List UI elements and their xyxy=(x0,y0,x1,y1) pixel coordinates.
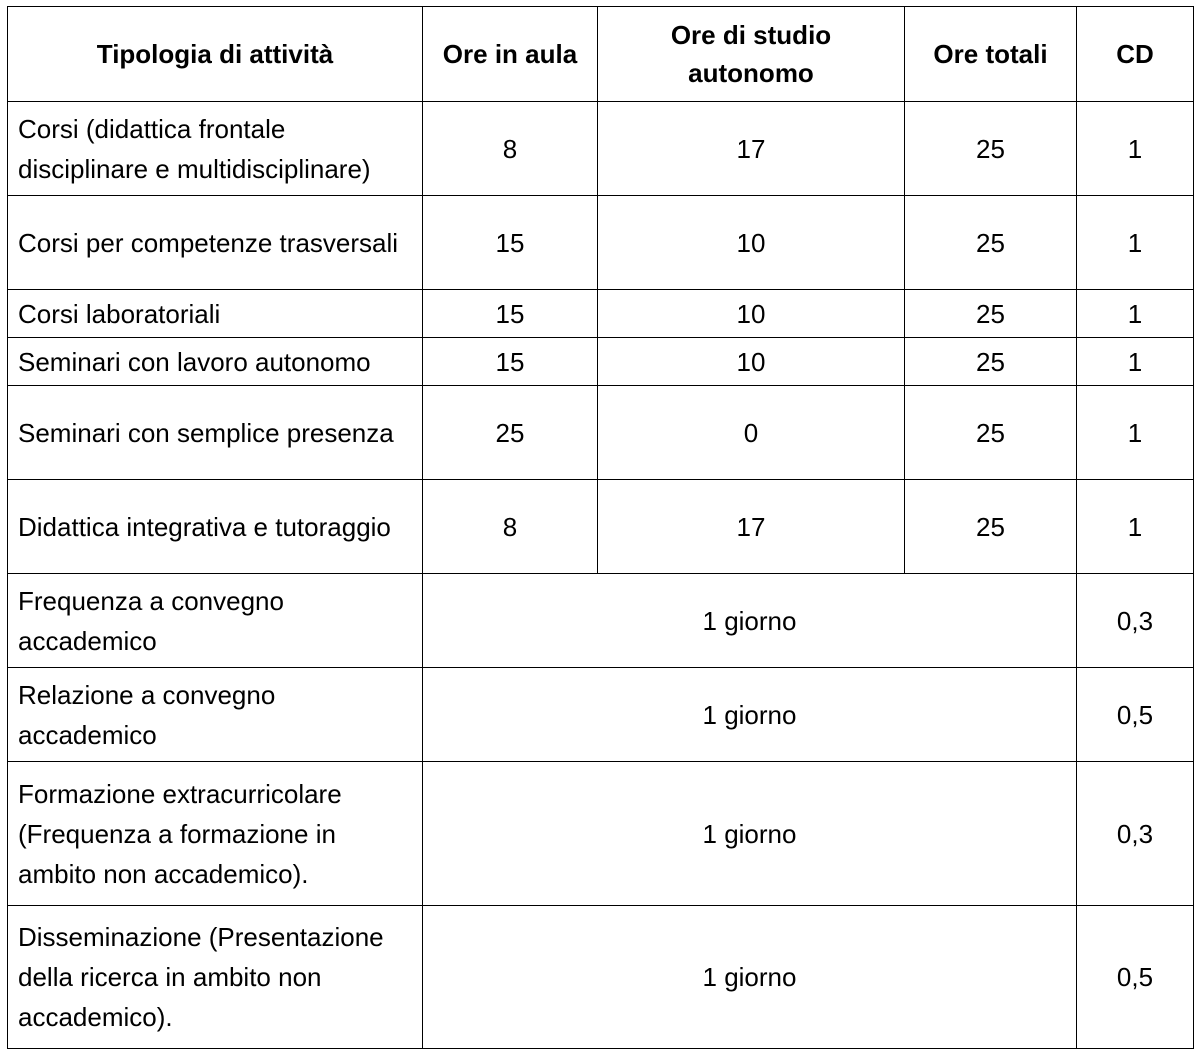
cell-study-hours: 10 xyxy=(598,338,905,386)
cell-activity-type: Didattica integrativa e tutoraggio xyxy=(8,480,423,574)
cell-cd: 0,5 xyxy=(1077,906,1194,1049)
cell-cd: 0,5 xyxy=(1077,668,1194,762)
cell-duration: 1 giorno xyxy=(423,906,1077,1049)
cell-total-hours: 25 xyxy=(905,102,1077,196)
cell-study-hours: 10 xyxy=(598,196,905,290)
header-classroom-hours: Ore in aula xyxy=(423,7,598,102)
table-row xyxy=(8,338,1194,386)
activity-credits-table xyxy=(7,6,1194,1049)
cell-classroom-hours: 8 xyxy=(423,480,598,574)
cell-cd: 1 xyxy=(1077,338,1194,386)
cell-total-hours: 25 xyxy=(905,338,1077,386)
cell-cd: 1 xyxy=(1077,480,1194,574)
table-row xyxy=(8,102,1194,196)
table-row xyxy=(8,196,1194,290)
header-study-hours: Ore di studio autonomo xyxy=(598,7,905,102)
cell-activity-type: Corsi per competenze trasversali xyxy=(8,196,423,290)
cell-activity-type: Frequenza a convegno accademico xyxy=(8,574,423,668)
cell-activity-type: Disseminazione (Presentazione della ricerca in ambito non accademico). xyxy=(8,906,423,1049)
table-row xyxy=(8,290,1194,338)
table-row xyxy=(8,906,1194,1049)
table-row xyxy=(8,762,1194,906)
cell-classroom-hours: 15 xyxy=(423,290,598,338)
cell-study-hours: 10 xyxy=(598,290,905,338)
cell-activity-type: Formazione extracurricolare (Frequenza a formazione in ambito non accademico). xyxy=(8,762,423,906)
table-row xyxy=(8,480,1194,574)
cell-total-hours: 25 xyxy=(905,480,1077,574)
cell-study-hours: 17 xyxy=(598,480,905,574)
header-cd: CD xyxy=(1077,7,1194,102)
table-row xyxy=(8,574,1194,668)
cell-cd: 1 xyxy=(1077,290,1194,338)
cell-total-hours: 25 xyxy=(905,290,1077,338)
cell-total-hours: 25 xyxy=(905,196,1077,290)
cell-total-hours: 25 xyxy=(905,386,1077,480)
cell-cd: 1 xyxy=(1077,196,1194,290)
cell-activity-type: Seminari con lavoro autonomo xyxy=(8,338,423,386)
cell-classroom-hours: 15 xyxy=(423,338,598,386)
cell-cd: 1 xyxy=(1077,102,1194,196)
cell-classroom-hours: 15 xyxy=(423,196,598,290)
cell-classroom-hours: 25 xyxy=(423,386,598,480)
cell-activity-type: Corsi (didattica frontale disciplinare e multidisciplinare) xyxy=(8,102,423,196)
cell-cd: 1 xyxy=(1077,386,1194,480)
table-header-row xyxy=(8,7,1194,102)
cell-activity-type: Corsi laboratoriali xyxy=(8,290,423,338)
cell-study-hours: 17 xyxy=(598,102,905,196)
cell-cd: 0,3 xyxy=(1077,574,1194,668)
header-activity-type: Tipologia di attività xyxy=(8,7,423,102)
cell-classroom-hours: 8 xyxy=(423,102,598,196)
cell-duration: 1 giorno xyxy=(423,668,1077,762)
cell-study-hours: 0 xyxy=(598,386,905,480)
cell-cd: 0,3 xyxy=(1077,762,1194,906)
header-total-hours: Ore totali xyxy=(905,7,1077,102)
table-row xyxy=(8,668,1194,762)
cell-duration: 1 giorno xyxy=(423,574,1077,668)
table-row xyxy=(8,386,1194,480)
cell-activity-type: Relazione a convegno accademico xyxy=(8,668,423,762)
cell-duration: 1 giorno xyxy=(423,762,1077,906)
cell-activity-type: Seminari con semplice presenza xyxy=(8,386,423,480)
